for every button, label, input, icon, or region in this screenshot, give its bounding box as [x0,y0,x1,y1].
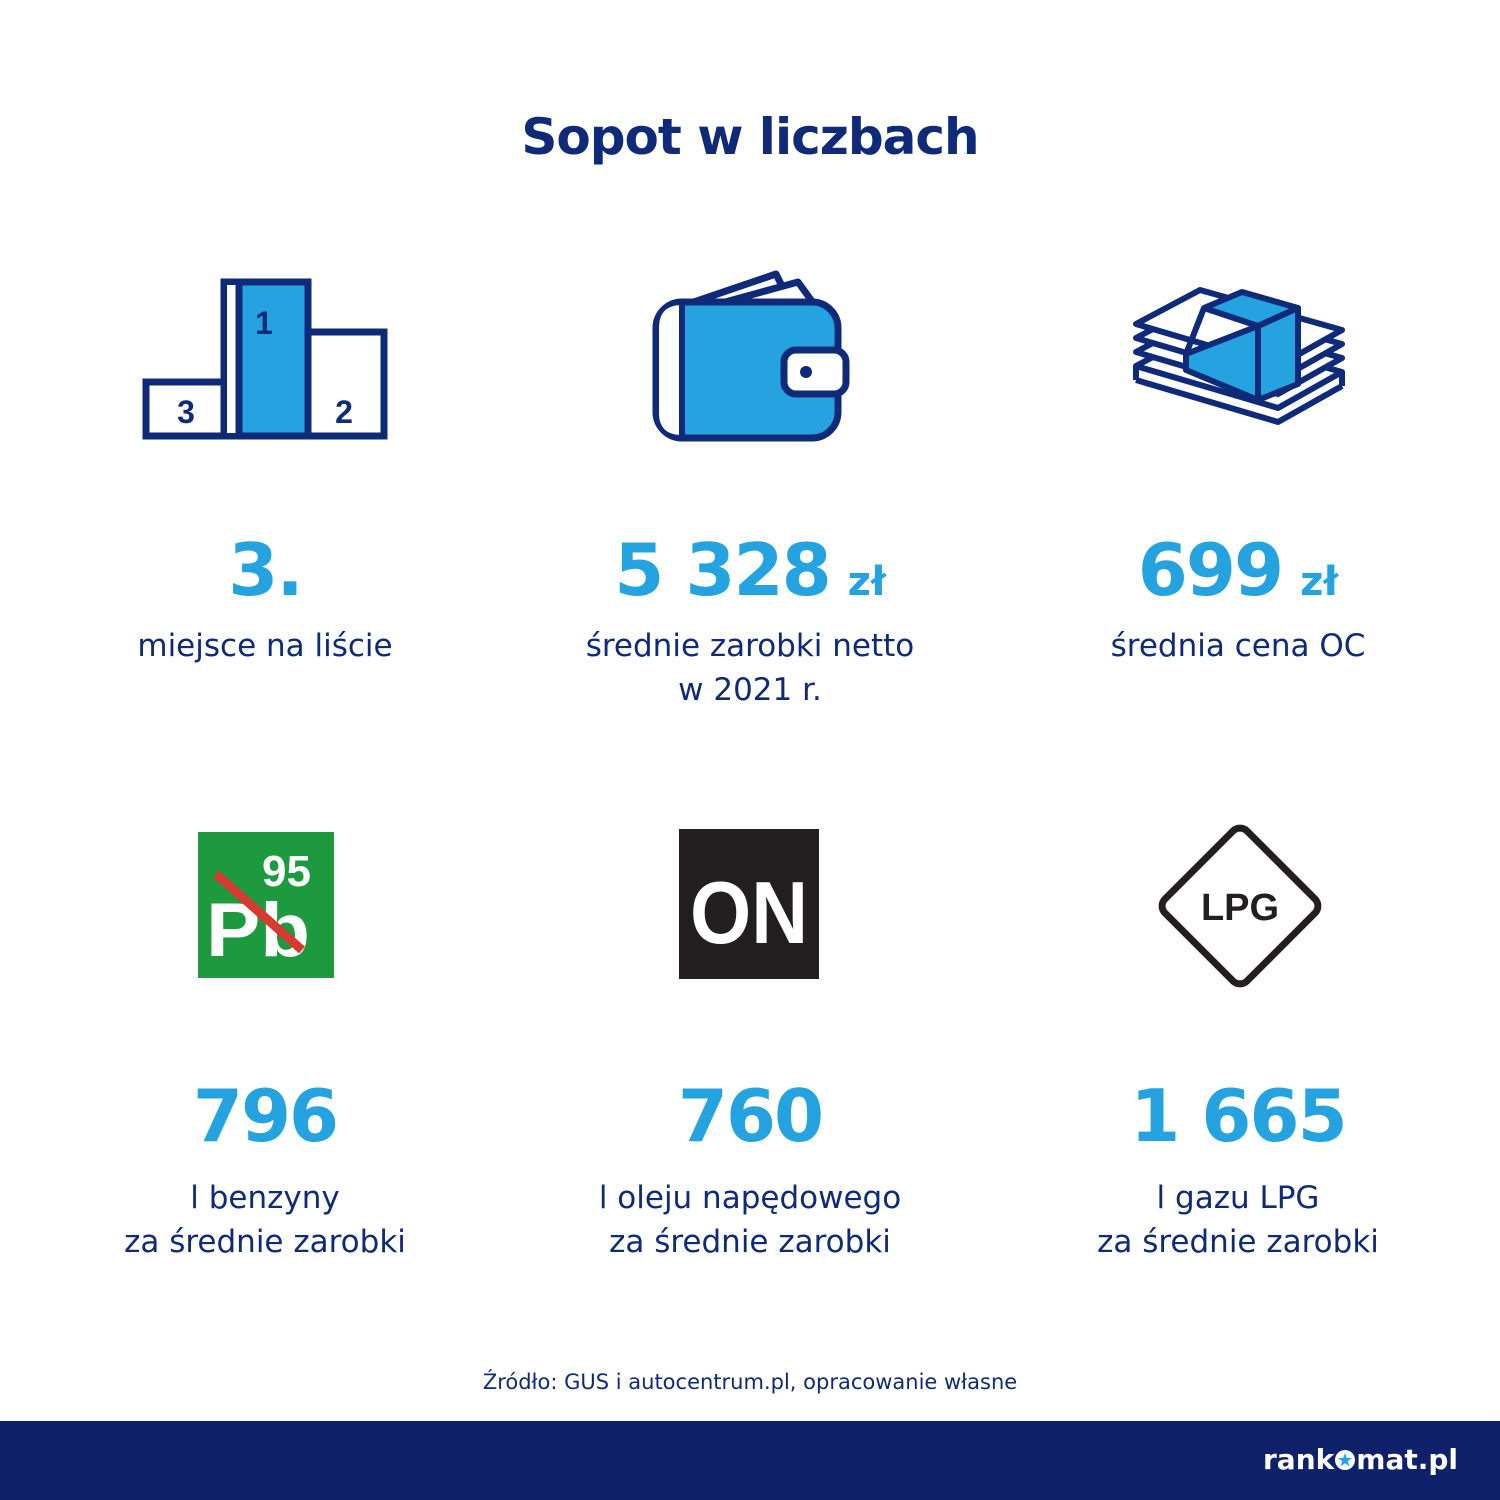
oc-number: 699 [1137,528,1283,612]
stat-value-diesel: 760 [677,1074,823,1158]
money-stack-icon [1130,268,1350,446]
podium-label-2: 2 [335,394,353,430]
stat-value-salary [500,530,1000,622]
salary-number: 5 328 [614,528,830,612]
stat-desc-lpg: l gazu LPG za średnie zarobki [1097,1180,1379,1260]
podium-label-1: 1 [255,305,273,341]
logo-star-icon [1334,1449,1356,1471]
stat-value-oc [988,530,1488,622]
stat-value-rank: 3. [228,528,302,612]
stat-desc-rank: miejsce na liście [137,628,393,664]
stat-desc-petrol: l benzyny za średnie zarobki [124,1180,406,1260]
podium-label-3: 3 [177,394,195,430]
lpg-gas-icon [1148,814,1332,998]
stat-value-lpg: 1 665 [1130,1074,1346,1158]
pb95-fuel-icon [198,832,334,978]
salary-unit: zł [847,559,886,605]
source-note: Źródło: GUS i autocentrum.pl, opracowanie własne [482,1370,1018,1394]
on-text: ON [690,863,808,962]
stat-desc-oc: średnia cena OC [1110,628,1366,664]
stat-desc-salary: średnie zarobki netto w 2021 r. [585,628,915,708]
wallet-icon [648,268,852,446]
footer-bar [0,1421,1500,1500]
stat-desc-diesel: l oleju napędowego za średnie zarobki [598,1180,902,1260]
pb95-main-text: Pb [206,888,310,973]
pb95-sup-text: 95 [262,847,311,896]
oc-unit: zł [1300,559,1339,605]
page-title: Sopot w liczbach [521,108,979,166]
rankomat-logo[interactable]: rank mat.pl [1263,1443,1458,1476]
lpg-text: LPG [1200,887,1280,929]
podium-icon [140,276,392,446]
on-diesel-icon [679,829,819,979]
stat-value-petrol: 796 [192,1074,338,1158]
